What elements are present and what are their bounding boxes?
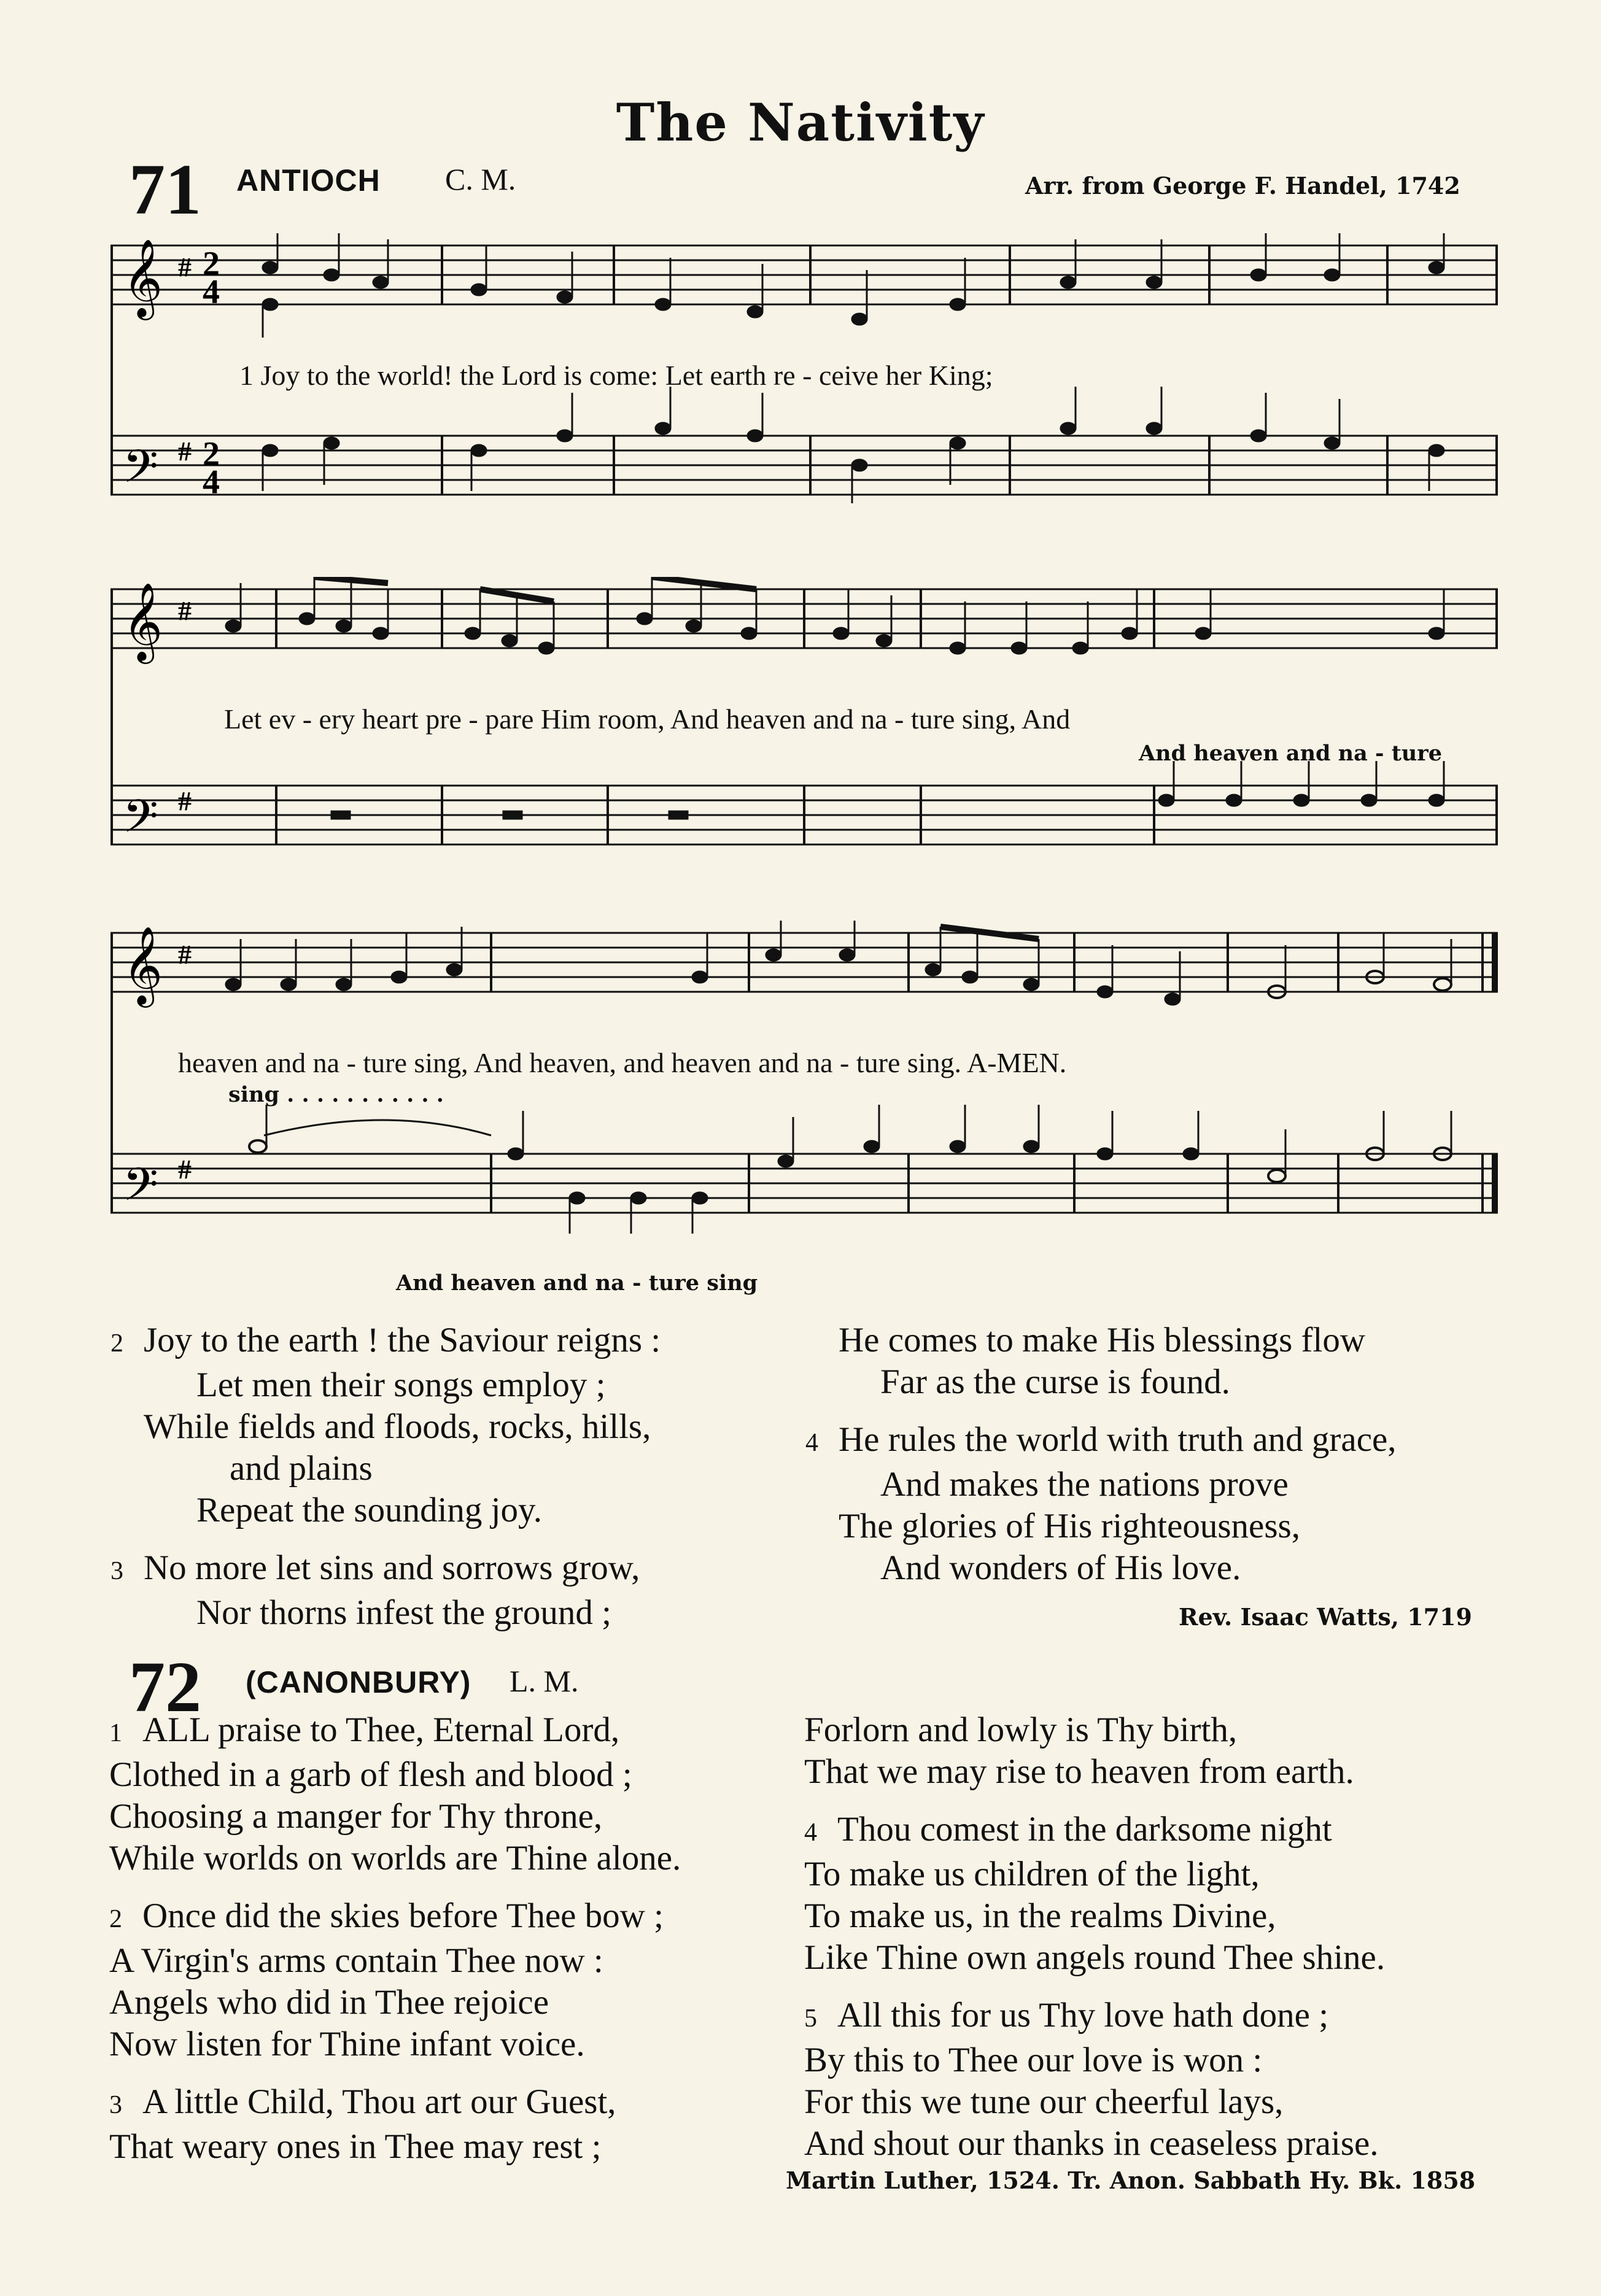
verse-line: That we may rise to heaven from earth.: [804, 1752, 1354, 1791]
hymn-71-sub-lyrics-line-2: And heaven and na - ture: [1139, 741, 1443, 766]
verse-block: [109, 1709, 681, 1879]
verse-line: Now listen for Thine infant voice.: [109, 2025, 585, 2063]
verse-number: 4: [804, 1819, 817, 1847]
verse-line: To make us children of the light,: [804, 1855, 1260, 1893]
verse-line: And shout our thanks in ceaseless praise.: [804, 2124, 1379, 2163]
hymn-72-verses-right: [804, 1709, 1385, 2165]
svg-text:2: 2: [203, 245, 220, 283]
verse-line: Clothed in a garb of flesh and blood ;: [109, 1755, 632, 1794]
verse-line: He rules the world with truth and grace,: [839, 1420, 1397, 1459]
verse-line: The glories of His righteousness,: [839, 1507, 1300, 1545]
verse-line: While fields and floods, rocks, hills,: [144, 1407, 651, 1446]
verse-block: [805, 1419, 1397, 1589]
verse-line: and plains: [230, 1449, 373, 1488]
verse-line: For this we tune our cheerful lays,: [804, 2082, 1284, 2121]
svg-text:𝄢: 𝄢: [123, 790, 158, 854]
verse-line: All this for us Thy love hath done ;: [837, 1996, 1329, 2035]
svg-text:#: #: [178, 786, 192, 816]
verse-line: Let men their songs employ ;: [196, 1366, 606, 1404]
verse-number: 3: [110, 1557, 123, 1585]
verse-line: No more let sins and sorrows grow,: [144, 1548, 640, 1587]
verse-line: Repeat the sounding joy.: [196, 1491, 543, 1529]
verse-number: 5: [804, 2004, 817, 2033]
verse-line: And makes the nations prove: [880, 1465, 1289, 1504]
hymn-71-arrangement: Arr. from George F. Handel, 1742: [1025, 172, 1460, 199]
hymn-71-lyrics-line-1: 1 Joy to the world! the Lord is come: Let earth re - ceive her King;: [239, 360, 993, 391]
verse-number: 2: [109, 1905, 122, 1933]
verse-line: By this to Thee our love is won :: [804, 2041, 1263, 2079]
verse-line: ALL praise to Thee, Eternal Lord,: [142, 1710, 620, 1749]
bass-clef-icon: 𝄢: [123, 440, 158, 504]
verse-number: 3: [109, 2091, 122, 2119]
verse-line: To make us, in the realms Divine,: [804, 1896, 1276, 1935]
verse-line: A Virgin's arms contain Thee now :: [109, 1941, 603, 1980]
verse-line: And wonders of His love.: [880, 1548, 1241, 1587]
verse-line: Far as the curse is found.: [880, 1363, 1230, 1401]
svg-text:𝄞: 𝄞: [123, 582, 163, 660]
verse-line: Joy to the earth ! the Saviour reigns :: [144, 1321, 661, 1359]
section-title: The Nativity: [616, 92, 985, 153]
svg-text:#: #: [178, 596, 192, 626]
verse-block: [804, 1809, 1385, 1979]
hymn-71-lyrics-line-3: heaven and na - ture sing, And heaven, and heaven and na - ture sing. A-MEN.: [178, 1047, 1067, 1078]
hymn-71-number: 71: [129, 149, 201, 230]
verse-line: Nor thorns infest the ground ;: [196, 1593, 611, 1632]
music-system-3: [110, 921, 1504, 1240]
verse-line: While worlds on worlds are Thine alone.: [109, 1839, 681, 1877]
verse-block: [804, 1709, 1385, 1793]
hymn-71-tune: ANTIOCH: [236, 163, 381, 198]
hymn-72-tune: (CANONBURY): [246, 1665, 471, 1699]
verse-number: 2: [110, 1329, 123, 1358]
svg-text:#: #: [178, 252, 192, 282]
treble-clef-icon: 𝄞: [123, 238, 163, 317]
verse-block: [805, 1320, 1397, 1403]
svg-text:𝄞: 𝄞: [123, 926, 163, 1004]
verse-block: [110, 1320, 661, 1531]
hymn-71-sub-lyrics-bass: And heaven and na - ture sing: [396, 1270, 758, 1296]
verse-line: Choosing a manger for Thy throne,: [109, 1797, 603, 1836]
svg-text:4: 4: [203, 463, 220, 501]
svg-text:4: 4: [203, 273, 220, 311]
verse-line: That weary ones in Thee may rest ;: [109, 2127, 602, 2166]
svg-text:#: #: [178, 1154, 192, 1185]
verse-line: Once did the skies before Thee bow ;: [142, 1896, 664, 1935]
verse-block: [109, 2081, 681, 2168]
hymn-72-author: Martin Luther, 1524. Tr. Anon. Sabbath Hy. Bk. 1858: [786, 2167, 1476, 2194]
svg-text:𝄢: 𝄢: [123, 1158, 158, 1223]
verse-line: Angels who did in Thee rejoice: [109, 1983, 549, 2022]
hymn-71-sub-lyrics-sing: sing . . . . . . . . . . .: [228, 1082, 444, 1107]
verse-number: 1: [109, 1719, 122, 1747]
verse-line: A little Child, Thou art our Guest,: [142, 2082, 616, 2121]
verse-block: [110, 1547, 661, 1634]
hymn-71-verses-right: [805, 1320, 1397, 1589]
svg-text:#: #: [178, 940, 192, 970]
verse-number: 4: [805, 1429, 818, 1457]
verse-line: He comes to make His blessings flow: [839, 1321, 1366, 1359]
verse-block: [804, 1995, 1385, 2165]
hymn-72-meter: L. M.: [510, 1664, 579, 1698]
hymn-71-verses-left: [110, 1320, 661, 1634]
hymn-71-lyrics-line-2: Let ev - ery heart pre - pare Him room, And heaven and na - ture sing, And: [224, 703, 1071, 735]
verse-line: Like Thine own angels round Thee shine.: [804, 1938, 1386, 1977]
svg-text:#: #: [178, 436, 192, 466]
hymn-71-meter: C. M.: [445, 162, 516, 196]
verse-block: [109, 1895, 681, 2065]
verse-line: Thou comest in the darksome night: [837, 1810, 1332, 1849]
svg-text:2: 2: [203, 435, 220, 473]
hymn-72-verses-left: [109, 1709, 681, 2168]
hymn-72-number: 72: [129, 1647, 201, 1727]
verse-line: Forlorn and lowly is Thy birth,: [804, 1710, 1238, 1749]
hymn-71-author: Rev. Isaac Watts, 1719: [1179, 1603, 1472, 1631]
